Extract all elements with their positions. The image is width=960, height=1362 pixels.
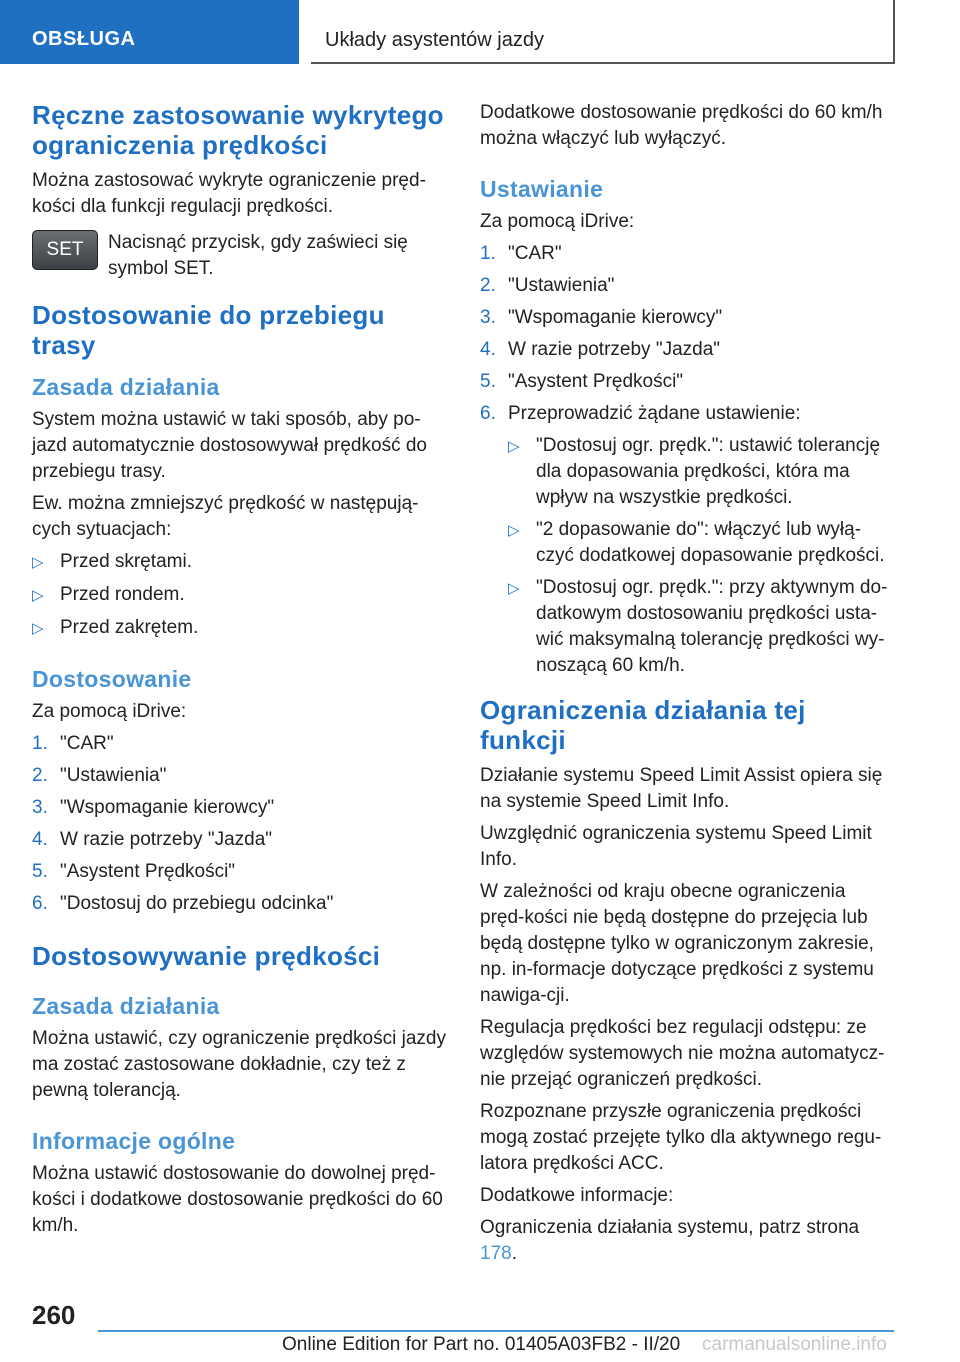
list-item: ▷ "Dostosuj ogr. prędk.": przy aktywnym do-datkowym dostosowaniu prędkości usta-wić maksymalną tolerancję prędkości wy-noszącą 60 km/h. xyxy=(508,575,894,679)
step-list xyxy=(480,241,894,427)
chapter-title: Układy asystentów jazdy xyxy=(325,29,544,51)
heading-limits: Ograniczenia działania tej funkcji xyxy=(480,695,806,755)
section-tab xyxy=(0,0,299,64)
subheading-principle-2: Zasada działania xyxy=(32,993,220,1019)
heading-route: Dostosowanie do przebiegu trasy xyxy=(32,300,385,360)
left-column xyxy=(32,100,446,1245)
paragraph: Nacisnąć przycisk, gdy zaświeci się symbol SET. xyxy=(108,232,408,279)
paragraph: Uwzględnić ograniczenia systemu Speed Limit Info. xyxy=(480,823,872,870)
bullet-triangle-icon: ▷ xyxy=(32,620,44,637)
subheading-settings: Ustawianie xyxy=(480,176,604,202)
list-item: ▷ Przed zakrętem. xyxy=(32,615,446,642)
list-item: ▷ "Dostosuj ogr. prędk.": ustawić tolerancję dla dopasowania prędkości, która ma wpływ na wszystkie prędkości. xyxy=(508,433,894,511)
subheading-principle: Zasada działania xyxy=(32,374,220,400)
paragraph: Rozpoznane przyszłe ograniczenia prędkości mogą zostać przejęte tylko dla aktywnego regu-latora prędkości ACC. xyxy=(480,1101,882,1174)
paragraph: Dodatkowe informacje: xyxy=(480,1185,674,1206)
paragraph: Można zastosować wykryte ograniczenie pręd-kości dla funkcji regulacji prędkości. xyxy=(32,170,426,217)
list-item: 6. "Dostosuj do przebiegu odcinka" xyxy=(32,893,334,914)
section-title: OBSŁUGA xyxy=(32,28,136,50)
bullet-triangle-icon: ▷ xyxy=(508,438,520,455)
step-list xyxy=(32,731,446,917)
page-link[interactable]: 178 xyxy=(480,1243,512,1264)
list-item: 3. "Wspomaganie kierowcy" xyxy=(32,797,275,818)
sub-bullet-list xyxy=(508,433,894,679)
right-column xyxy=(480,100,894,1273)
list-item: 3. "Wspomaganie kierowcy" xyxy=(480,307,723,328)
bullet-list xyxy=(32,549,446,642)
footer-divider xyxy=(98,1330,894,1332)
paragraph: Regulacja prędkości bez regulacji odstępu: ze względów systemowych nie można automatycz-nie przejąć ograniczeń prędkości. xyxy=(480,1017,885,1090)
paragraph: System można ustawić w taki sposób, aby po-jazd automatycznie dostosowywał prędkość do przebiegu trasy. xyxy=(32,409,427,482)
paragraph: Ograniczenia działania systemu, patrz strona 178. xyxy=(480,1217,860,1264)
paragraph: Dodatkowe dostosowanie prędkości do 60 km/h można włączyć lub wyłączyć. xyxy=(480,102,883,149)
subheading-general: Informacje ogólne xyxy=(32,1128,236,1154)
bullet-triangle-icon: ▷ xyxy=(32,587,44,604)
watermark: carmanualsonline.info xyxy=(702,1334,887,1355)
paragraph: Można ustawić dostosowanie do dowolnej pręd-kości i dodatkowe dostosowanie prędkości do 60 km/h. xyxy=(32,1163,443,1236)
set-button-row xyxy=(32,230,446,282)
chapter-header xyxy=(311,0,895,64)
paragraph: Ew. można zmniejszyć prędkość w następują-cych sytuacjach: xyxy=(32,493,419,540)
list-item: 1. "CAR" xyxy=(32,733,114,754)
set-button-icon: SET xyxy=(32,230,98,270)
list-item: 5. "Asystent Prędkości" xyxy=(480,371,684,392)
heading-speed-adjust: Dostosowywanie prędkości xyxy=(32,941,381,971)
paragraph: Za pomocą iDrive: xyxy=(32,701,187,722)
list-item: 6. Przeprowadzić żądane ustawienie: xyxy=(480,403,801,424)
list-item: 4. W razie potrzeby "Jazda" xyxy=(32,829,273,850)
list-item: ▷ Przed skrętami. xyxy=(32,549,446,576)
list-item: 5. "Asystent Prędkości" xyxy=(32,861,236,882)
list-item: 2. "Ustawienia" xyxy=(480,275,615,296)
bullet-triangle-icon: ▷ xyxy=(508,580,520,597)
paragraph: Działanie systemu Speed Limit Assist opiera się na systemie Speed Limit Info. xyxy=(480,765,883,812)
subheading-adjust: Dostosowanie xyxy=(32,666,192,692)
list-item: ▷ Przed rondem. xyxy=(32,582,446,609)
bullet-triangle-icon: ▷ xyxy=(508,522,520,539)
heading-manual: Ręczne zastosowanie wykrytego ograniczenia prędkości xyxy=(32,100,444,160)
paragraph: Można ustawić, czy ograniczenie prędkości jazdy ma zostać zastosowane dokładnie, czy też z pewną tolerancją. xyxy=(32,1028,446,1101)
list-item: ▷ "2 dopasowanie do": włączyć lub wyłą-czyć dodatkowej dopasowanie prędkości. xyxy=(508,517,894,569)
paragraph: Za pomocą iDrive: xyxy=(480,211,635,232)
page-number: 260 xyxy=(32,1300,76,1330)
edition-text: Online Edition for Part no. 01405A03FB2 - II/20 xyxy=(282,1334,681,1355)
paragraph: W zależności od kraju obecne ograniczenia pręd-kości nie będą dostępne do przejęcia lub będą dostępne tylko w ograniczonym zakresie, np. in-formacje dotyczące prędkości z systemu nawiga-cji. xyxy=(480,881,874,1006)
list-item: 2. "Ustawienia" xyxy=(32,765,167,786)
list-item: 1. "CAR" xyxy=(480,243,562,264)
bullet-triangle-icon: ▷ xyxy=(32,554,44,571)
list-item: 4. W razie potrzeby "Jazda" xyxy=(480,339,721,360)
